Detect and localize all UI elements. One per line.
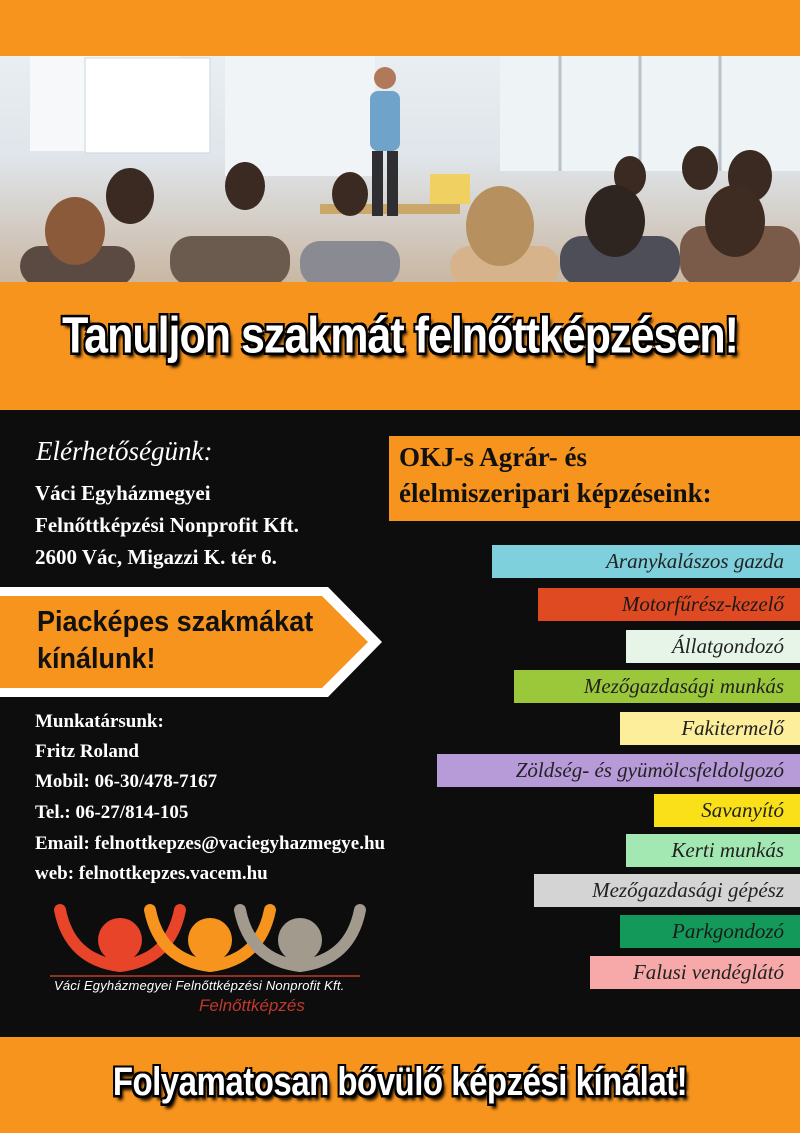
logo-org-name: Váci Egyházmegyei Felnőttképzési Nonprofit Kft.	[54, 978, 345, 993]
course-tag: Fakitermelő	[620, 712, 800, 745]
org-name-line2: Felnőttképzési Nonprofit Kft.	[35, 513, 299, 537]
top-orange-band	[0, 0, 800, 56]
offer-arrow-banner	[0, 587, 384, 697]
course-tag: Parkgondozó	[620, 915, 800, 948]
banner-line2: kínálunk!	[37, 643, 156, 675]
staff-email: Email: felnottkepzes@vaciegyhazmegye.hu	[35, 833, 386, 854]
footer-slogan: Folyamatosan bővülő képzési kínálat!	[112, 1059, 688, 1104]
headline: Tanuljon szakmát felnőttképzésen!	[62, 307, 738, 365]
seminar-photo-illustration	[0, 56, 800, 282]
courses-heading-box	[389, 436, 800, 521]
courses-heading-line1: OKJ-s Agrár- és	[399, 442, 587, 472]
staff-web: web: felnottkepzes.vacem.hu	[35, 863, 268, 884]
courses-heading-line2: élelmiszeripari képzéseink:	[399, 478, 712, 508]
staff-mobile: Mobil: 06-30/478-7167	[35, 771, 218, 792]
course-tag: Kerti munkás	[626, 834, 800, 867]
staff-label: Munkatársunk:	[35, 711, 164, 732]
org-name-line1: Váci Egyházmegyei	[35, 481, 211, 505]
course-tag: Zöldség- és gyümölcsfeldolgozó	[437, 754, 800, 787]
logo-wordmark: Felnőttképzés	[199, 996, 305, 1015]
course-tag: Motorfűrész-kezelő	[538, 588, 800, 621]
course-tag: Mezőgazdasági munkás	[514, 670, 800, 703]
organization-logo	[30, 900, 410, 1025]
staff-name: Fritz Roland	[35, 741, 139, 762]
org-address: 2600 Vác, Migazzi K. tér 6.	[35, 545, 277, 569]
staff-phone: Tel.: 06-27/814-105	[35, 802, 189, 823]
course-tag: Aranykalászos gazda	[492, 545, 800, 578]
course-tag: Falusi vendéglátó	[590, 956, 800, 989]
seminar-photo	[0, 56, 800, 282]
course-tag: Savanyító	[654, 794, 800, 827]
logo-figures-icon	[30, 900, 410, 980]
contact-heading: Elérhetőségünk:	[36, 436, 213, 466]
arrow-shape	[0, 587, 384, 697]
logo-figure-grey	[240, 910, 360, 966]
footer-band	[0, 1037, 800, 1133]
course-tag: Mezőgazdasági gépész	[534, 874, 800, 907]
course-tag: Állatgondozó	[626, 630, 800, 663]
banner-line1: Piacképes szakmákat	[37, 606, 314, 638]
headline-band	[0, 282, 800, 410]
